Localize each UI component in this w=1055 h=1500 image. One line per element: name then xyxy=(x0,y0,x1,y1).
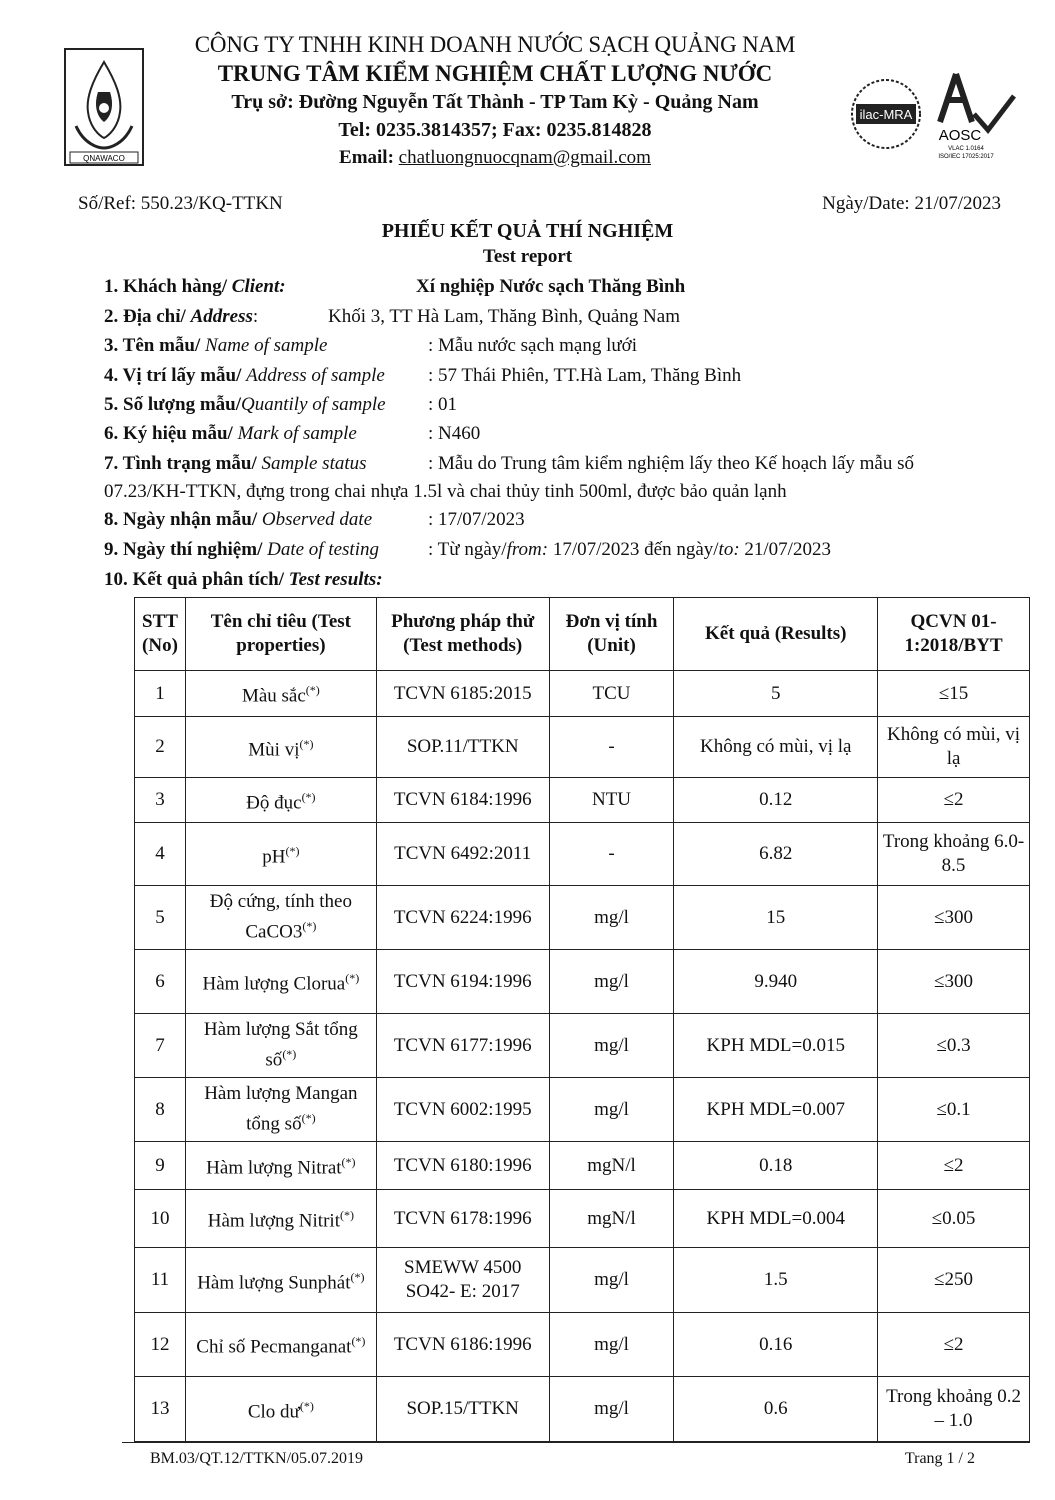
accredited-mark: (*) xyxy=(302,919,317,934)
col-header-unit: Đơn vị tính (Unit) xyxy=(549,598,674,671)
cell-unit: TCU xyxy=(549,671,674,717)
cell-unit: mg/l xyxy=(549,1014,674,1078)
cell-result: 15 xyxy=(674,886,878,950)
email-link[interactable]: chatluongnuocqnam@gmail.com xyxy=(398,147,651,168)
cell-qcvn: ≤2 xyxy=(878,1313,1030,1377)
col-header-qcvn: QCVN 01-1:2018/BYT xyxy=(878,598,1030,671)
cell-name: Clo dư(*) xyxy=(185,1377,376,1442)
field-quantity: : 01 xyxy=(428,394,458,415)
cell-method: TCVN 6180:1996 xyxy=(376,1142,549,1190)
cell-unit: - xyxy=(549,823,674,886)
cell-no: 1 xyxy=(135,671,186,717)
cell-qcvn: Trong khoảng 0.2 – 1.0 xyxy=(878,1377,1030,1442)
col-header-name: Tên chỉ tiêu (Test properties) xyxy=(185,598,376,671)
field-location-label: 4. Vị trí lấy mẫu/ Address of sample xyxy=(104,365,385,386)
accredited-mark: (*) xyxy=(305,683,320,698)
field-testdate: : Từ ngày/from: 17/07/2023 đến ngày/to: 21/07/2023 xyxy=(428,539,831,560)
table-row xyxy=(135,1142,1030,1190)
table-row xyxy=(135,1014,1030,1078)
center-phone: Tel: 0235.3814357; Fax: 0235.814828 xyxy=(338,119,652,141)
table-row xyxy=(135,717,1030,778)
accredited-mark: (*) xyxy=(301,1111,316,1126)
table-row xyxy=(135,778,1030,823)
svg-text:ISO/IEC 17025:2017: ISO/IEC 17025:2017 xyxy=(938,154,994,160)
cell-unit: mgN/l xyxy=(549,1190,674,1248)
cell-result: KPH MDL=0.004 xyxy=(674,1190,878,1248)
accredited-mark: (*) xyxy=(301,789,316,804)
cell-name: Hàm lượng Mangan tổng số(*) xyxy=(185,1078,376,1142)
svg-text:ilac-MRA: ilac-MRA xyxy=(859,107,913,122)
cell-no: 13 xyxy=(135,1377,186,1442)
cell-method: TCVN 6186:1996 xyxy=(376,1313,549,1377)
form-code: BM.03/QT.12/TTKN/05.07.2019 xyxy=(150,1450,364,1467)
cell-result: KPH MDL=0.007 xyxy=(674,1078,878,1142)
table-row xyxy=(135,1078,1030,1142)
field-name: : Mẫu nước sạch mạng lưới xyxy=(428,335,638,356)
field-received-label: 8. Ngày nhận mẫu/ Observed date xyxy=(104,509,373,530)
table-row xyxy=(135,1190,1030,1248)
cell-name: Độ cứng, tính theo CaCO3(*) xyxy=(185,886,376,950)
cell-method: SOP.11/TTKN xyxy=(376,717,549,778)
results-table xyxy=(134,597,1030,1442)
cell-qcvn: ≤15 xyxy=(878,671,1030,717)
cell-no: 8 xyxy=(135,1078,186,1142)
cell-qcvn: ≤2 xyxy=(878,1142,1030,1190)
cell-result: 6.82 xyxy=(674,823,878,886)
table-row xyxy=(135,823,1030,886)
table-row xyxy=(135,1248,1030,1313)
cell-name: Mùi vị(*) xyxy=(185,717,376,778)
field-name-label: 3. Tên mẫu/ Name of sample xyxy=(104,335,328,356)
accreditation-logos xyxy=(848,70,1020,162)
cell-qcvn: ≤300 xyxy=(878,886,1030,950)
field-mark-label: 6. Ký hiệu mẫu/ Mark of sample xyxy=(104,423,357,444)
report-title: PHIẾU KẾT QUẢ THÍ NGHIỆM xyxy=(381,220,674,242)
cell-result: 0.12 xyxy=(674,778,878,823)
cell-result: KPH MDL=0.015 xyxy=(674,1014,878,1078)
field-status-cont: 07.23/KH-TTKN, đựng trong chai nhựa 1.5l và chai thủy tinh 500ml, được bảo quản lạnh xyxy=(104,481,787,502)
cell-method: SMEWW 4500 SO42- E: 2017 xyxy=(376,1248,549,1313)
cell-unit: mg/l xyxy=(549,1078,674,1142)
svg-text:AOSC: AOSC xyxy=(938,127,982,144)
cell-no: 10 xyxy=(135,1190,186,1248)
cell-result: 1.5 xyxy=(674,1248,878,1313)
cell-name: Độ đục(*) xyxy=(185,778,376,823)
cell-name: Hàm lượng Sunphát(*) xyxy=(185,1248,376,1313)
cell-no: 4 xyxy=(135,823,186,886)
field-location: : 57 Thái Phiên, TT.Hà Lam, Thăng Bình xyxy=(428,365,742,386)
accredited-mark: (*) xyxy=(299,736,314,751)
cell-no: 2 xyxy=(135,717,186,778)
field-testdate-label: 9. Ngày thí nghiệm/ Date of testing xyxy=(104,539,379,560)
accredited-mark: (*) xyxy=(339,1208,354,1223)
cell-name: Màu sắc(*) xyxy=(185,671,376,717)
field-quantity-label: 5. Số lượng mẫu/Quantily of sample xyxy=(104,394,386,415)
field-address: Khối 3, TT Hà Lam, Thăng Bình, Quảng Nam xyxy=(328,306,680,327)
col-header-method: Phương pháp thử (Test methods) xyxy=(376,598,549,671)
svg-text:QNAWACO: QNAWACO xyxy=(83,154,125,163)
accredited-mark: (*) xyxy=(282,1047,297,1062)
cell-no: 12 xyxy=(135,1313,186,1377)
cell-method: TCVN 6184:1996 xyxy=(376,778,549,823)
cell-qcvn: ≤0.3 xyxy=(878,1014,1030,1078)
cell-method: TCVN 6178:1996 xyxy=(376,1190,549,1248)
cell-method: TCVN 6224:1996 xyxy=(376,886,549,950)
cell-name: pH(*) xyxy=(185,823,376,886)
accredited-mark: (*) xyxy=(351,1334,366,1349)
cell-name: Hàm lượng Nitrat(*) xyxy=(185,1142,376,1190)
cell-unit: mg/l xyxy=(549,950,674,1014)
cell-unit: mgN/l xyxy=(549,1142,674,1190)
center-email-line: Email: chatluongnuocqnam@gmail.com xyxy=(339,147,651,168)
cell-qcvn: ≤0.05 xyxy=(878,1190,1030,1248)
letterhead xyxy=(0,30,1055,180)
field-received: : 17/07/2023 xyxy=(428,509,525,530)
table-row xyxy=(135,671,1030,717)
svg-text:VLAC 1.0164: VLAC 1.0164 xyxy=(948,146,984,152)
table-row xyxy=(135,950,1030,1014)
cell-no: 3 xyxy=(135,778,186,823)
company-logo xyxy=(64,48,144,166)
field-client-label: 1. Khách hàng/ Client: xyxy=(104,276,286,297)
col-header-stt: STT (No) xyxy=(135,598,186,671)
field-results-label: 10. Kết quả phân tích/ Test results: xyxy=(104,569,383,590)
cell-no: 5 xyxy=(135,886,186,950)
cell-no: 11 xyxy=(135,1248,186,1313)
accredited-mark: (*) xyxy=(299,1398,314,1413)
footer-divider xyxy=(122,1442,1030,1443)
cell-no: 7 xyxy=(135,1014,186,1078)
accredited-mark: (*) xyxy=(285,843,300,858)
page-number: Trang 1 / 2 xyxy=(904,1450,975,1467)
cell-method: TCVN 6002:1995 xyxy=(376,1078,549,1142)
reference-number: Số/Ref: 550.23/KQ-TTKN xyxy=(78,193,283,214)
cell-method: TCVN 6185:2015 xyxy=(376,671,549,717)
cell-method: TCVN 6177:1996 xyxy=(376,1014,549,1078)
table-row xyxy=(135,1313,1030,1377)
col-header-result: Kết quả (Results) xyxy=(674,598,878,671)
cell-name: Hàm lượng Nitrit(*) xyxy=(185,1190,376,1248)
field-status: : Mẫu do Trung tâm kiểm nghiệm lấy theo Kế hoạch lấy mẫu số xyxy=(428,453,915,474)
accredited-mark: (*) xyxy=(345,971,360,986)
field-client: Xí nghiệp Nước sạch Thăng Bình xyxy=(416,276,686,297)
cell-name: Chỉ số Pecmanganat(*) xyxy=(185,1313,376,1377)
cell-method: TCVN 6194:1996 xyxy=(376,950,549,1014)
table-row xyxy=(135,1377,1030,1442)
company-name: CÔNG TY TNHH KINH DOANH NƯỚC SẠCH QUẢNG NAM xyxy=(194,32,796,57)
cell-result: 5 xyxy=(674,671,878,717)
cell-qcvn: Trong khoảng 6.0-8.5 xyxy=(878,823,1030,886)
accredited-mark: (*) xyxy=(350,1269,365,1284)
cell-no: 9 xyxy=(135,1142,186,1190)
center-name: TRUNG TÂM KIỂM NGHIỆM CHẤT LƯỢNG NƯỚC xyxy=(217,61,773,86)
report-date: Ngày/Date: 21/07/2023 xyxy=(822,193,1001,214)
report-subtitle: Test report xyxy=(482,246,573,267)
cell-unit: mg/l xyxy=(549,1248,674,1313)
cell-qcvn: ≤2 xyxy=(878,778,1030,823)
center-address: Trụ sở: Đường Nguyễn Tất Thành - TP Tam Kỳ - Quảng Nam xyxy=(231,91,759,113)
table-header-row xyxy=(135,598,1030,671)
cell-result: 0.18 xyxy=(674,1142,878,1190)
cell-result: 0.16 xyxy=(674,1313,878,1377)
cell-method: TCVN 6492:2011 xyxy=(376,823,549,886)
cell-unit: NTU xyxy=(549,778,674,823)
field-address-label: 2. Địa chỉ/ Address: xyxy=(104,306,259,327)
cell-qcvn: ≤0.1 xyxy=(878,1078,1030,1142)
cell-unit: - xyxy=(549,717,674,778)
table-row xyxy=(135,886,1030,950)
cell-qcvn: ≤250 xyxy=(878,1248,1030,1313)
accredited-mark: (*) xyxy=(341,1155,356,1170)
cell-unit: mg/l xyxy=(549,1377,674,1442)
cell-result: 9.940 xyxy=(674,950,878,1014)
cell-qcvn: ≤300 xyxy=(878,950,1030,1014)
cell-name: Hàm lượng Clorua(*) xyxy=(185,950,376,1014)
cell-result: 0.6 xyxy=(674,1377,878,1442)
field-status-label: 7. Tình trạng mẫu/ Sample status xyxy=(104,453,367,474)
cell-unit: mg/l xyxy=(549,886,674,950)
cell-name: Hàm lượng Sắt tổng số(*) xyxy=(185,1014,376,1078)
cell-no: 6 xyxy=(135,950,186,1014)
cell-result: Không có mùi, vị lạ xyxy=(674,717,878,778)
field-mark: : N460 xyxy=(428,423,481,444)
cell-qcvn: Không có mùi, vị lạ xyxy=(878,717,1030,778)
cell-unit: mg/l xyxy=(549,1313,674,1377)
cell-method: SOP.15/TTKN xyxy=(376,1377,549,1442)
